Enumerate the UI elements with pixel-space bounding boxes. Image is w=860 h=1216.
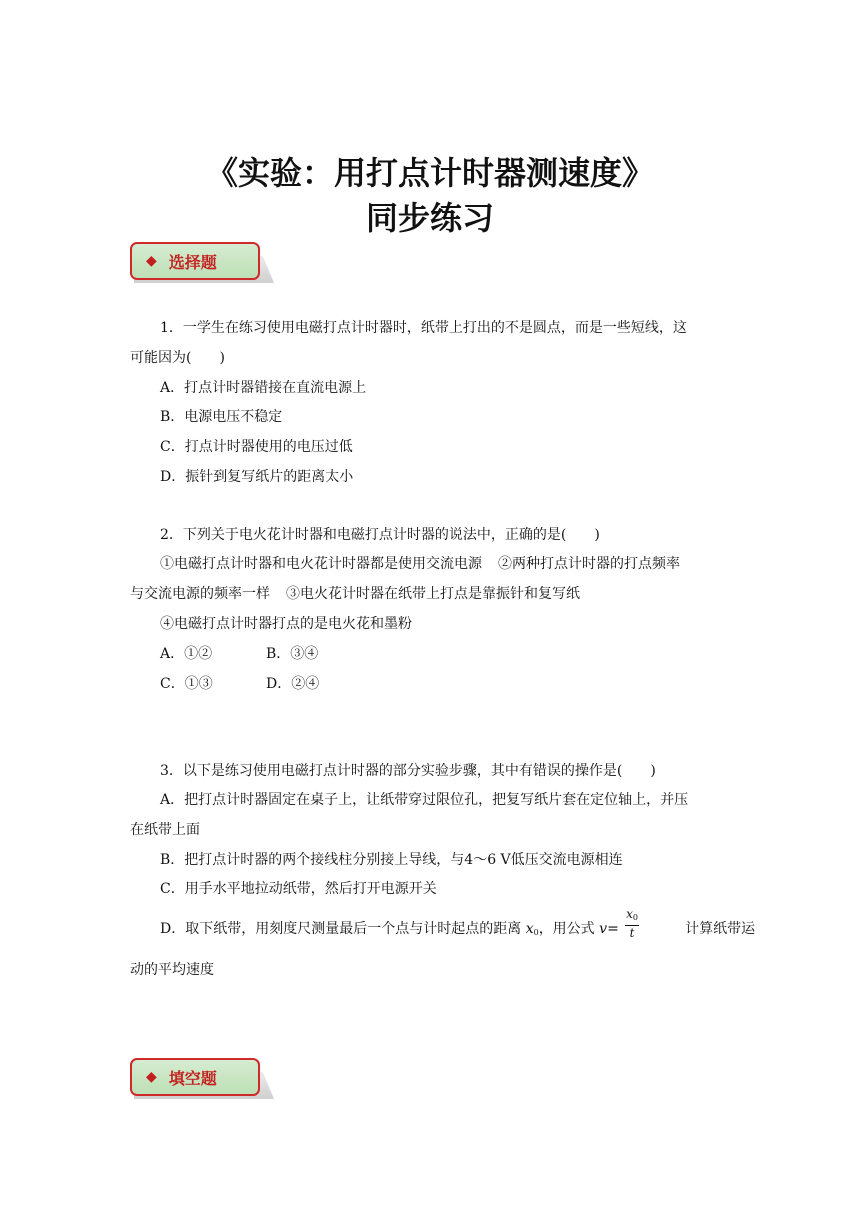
velocity-formula: v= $\frac{x_0}{t}$: [599, 907, 639, 940]
q3-option-b: B．把打点计时器的两个接线柱分别接上导线，与4～6 V低压交流电源相连: [160, 852, 623, 868]
q2-stem: 2．下列关于电火花计时器和电磁打点计时器的说法中，正确的是( ): [160, 527, 600, 543]
q2-options-row1: [160, 644, 770, 664]
q3-d-text-post: 计算纸带运: [685, 921, 756, 937]
q1-option-d: D．振针到复写纸片的距离太小: [160, 469, 354, 485]
q2-statements-line1: [160, 554, 770, 574]
q2-statements-line2: [130, 584, 740, 604]
q1-option-c: C．打点计时器使用的电压过低: [160, 439, 353, 455]
q2-option-b: B．③④: [266, 646, 319, 662]
q3-d-text-mid: ，用公式: [538, 921, 595, 937]
q1-stem-line1: 1．一学生在练习使用电磁打点计时器时，纸带上打出的不是圆点，而是一些短线，这: [160, 320, 687, 336]
q2-options-row2: [160, 674, 770, 694]
q2-statement-2b: 与交流电源的频率一样: [130, 586, 270, 602]
q1-option-b: B．电源电压不稳定: [160, 409, 283, 425]
q3-option-d-line1: [160, 907, 770, 943]
diamond-icon: ◆: [146, 253, 157, 269]
page-title: 《实验：用打点计时器测速度》: [205, 154, 654, 192]
q2-option-d: D．②④: [266, 676, 320, 692]
q2-statement-4: ④电磁打点计时器打点的是电火花和墨粉: [160, 616, 412, 632]
q2-option-c: C．①③: [160, 676, 213, 692]
q2-statement-2a: ②两种打点计时器的打点频率: [498, 556, 680, 572]
q2-option-a: A．①②: [160, 646, 213, 662]
section-badge-fill: [130, 1058, 280, 1102]
diamond-icon: ◆: [146, 1069, 157, 1085]
section-badge-choice: [130, 242, 280, 286]
q1-option-a: A．打点计时器错接在直流电源上: [160, 380, 367, 396]
formula-fraction: $\frac{x_0}{t}$: [626, 907, 639, 940]
badge-box: [130, 242, 260, 280]
q3-option-c: C．用手水平地拉动纸带，然后打开电源开关: [160, 881, 437, 897]
q2-statement-1: ①电磁打点计时器和电火花计时器都是使用交流电源: [160, 556, 482, 572]
page-subtitle: 同步练习: [365, 199, 494, 237]
q3-option-a-line2: 在纸带上面: [130, 822, 200, 838]
section-label: 选择题: [168, 252, 217, 272]
q3-option-a-line1: A．把打点计时器固定在桌子上，让纸带穿过限位孔，把复写纸片套在定位轴上，并压: [160, 792, 689, 808]
q3-option-d-line2: 动的平均速度: [130, 962, 214, 978]
badge-box: [130, 1058, 260, 1096]
q1-stem-line2: 可能因为( ): [130, 350, 225, 366]
q3-d-text-pre: D．取下纸带，用刻度尺测量最后一个点与计时起点的距离: [160, 921, 522, 937]
q3-stem: 3．以下是练习使用电磁打点计时器的部分实验步骤，其中有错误的操作是( ): [160, 763, 656, 779]
q2-statement-3: ③电火花计时器在纸带上打点是靠振针和复写纸: [286, 586, 580, 602]
q3-d-variable: $x_0$: [525, 921, 539, 937]
section-label: 填空题: [168, 1068, 217, 1088]
